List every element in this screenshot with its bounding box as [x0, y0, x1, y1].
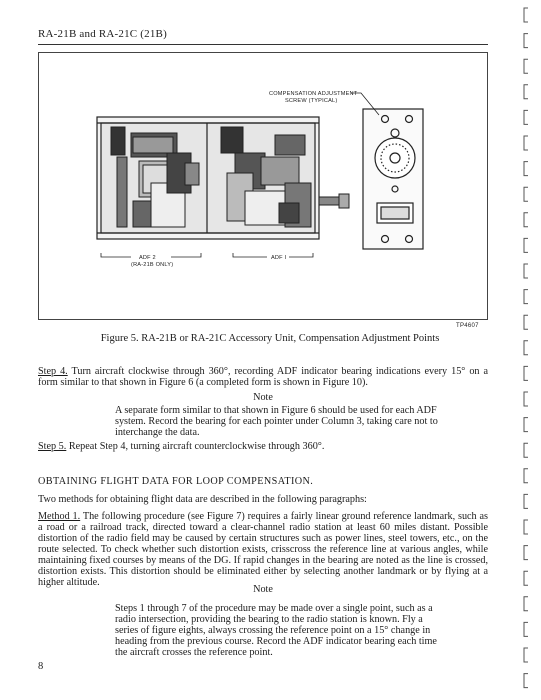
- binding-mark: [524, 85, 528, 99]
- binding-mark: [524, 315, 528, 329]
- figure-caption: Figure 5. RA-21B or RA-21C Accessory Unit, Compensation Adjustment Points: [100, 333, 440, 344]
- binding-mark: [524, 520, 528, 534]
- note-1-title: Note: [253, 392, 273, 403]
- header-rule: [38, 44, 488, 45]
- binding-mark: [524, 366, 528, 380]
- section-intro: Two methods for obtaining flight data are described in the following paragraphs:: [38, 494, 367, 505]
- binding-mark: [524, 213, 528, 227]
- running-header: RA-21B and RA-21C (21B): [38, 28, 167, 40]
- method-1-paragraph: [38, 511, 488, 588]
- binding-mark: [524, 136, 528, 150]
- binding-mark: [524, 110, 528, 124]
- binding-mark: [524, 469, 528, 483]
- binding-mark: [524, 238, 528, 252]
- binding-mark: [524, 162, 528, 176]
- adf1-callout: ADF I: [271, 255, 287, 261]
- step-4-text: Turn aircraft clockwise through 360°, recording ADF indicator bearing indications every 15° on a form similar to that shown in Figure 6 (a completed form is shown in Figure 10).: [38, 366, 488, 388]
- connector-shaft: [319, 194, 349, 208]
- step-5-text: Repeat Step 4, turning aircraft counterclockwise through 360°.: [66, 441, 325, 452]
- binding-mark: [524, 622, 528, 636]
- binding-mark: [524, 264, 528, 278]
- step-5-paragraph: [38, 441, 488, 452]
- step-4-paragraph: [38, 366, 488, 388]
- note-2-title: Note: [253, 584, 273, 595]
- page-number: 8: [38, 661, 44, 672]
- compensation-callout-line2: SCREW (TYPICAL): [285, 98, 338, 104]
- binding-mark: [524, 494, 528, 508]
- binding-mark: [524, 597, 528, 611]
- adf2-bracket-left: [101, 253, 131, 257]
- tp-number: TP4607: [456, 323, 479, 329]
- side-panel: [363, 109, 423, 249]
- binding-mark: [524, 34, 528, 48]
- binding-mark: [524, 418, 528, 432]
- method-1-label: Method 1.: [38, 511, 81, 522]
- adf2-bracket-right: [171, 253, 201, 257]
- binding-mark: [524, 674, 528, 688]
- note-1-text: A separate form similar to that shown in Figure 6 should be used for each ADF system. Record the bearing for each pointer under Column 3, taking care not to interchange the data.: [115, 405, 438, 438]
- adf2-callout-sub: (RA-21B ONLY): [131, 262, 174, 268]
- note-2-text: Steps 1 through 7 of the procedure may be made over a single point, such as a radio intersection, providing the bearing to the radio station is known. Fly a series of figure eights, always crossing the reference point on a 15° change in heading from the previous course. Record the ADF indicator bearing each time the aircraft crosses the reference point.: [115, 603, 437, 658]
- binding-mark: [524, 8, 528, 22]
- binding-mark: [524, 59, 528, 73]
- binding-mark: [524, 546, 528, 560]
- binding-mark: [524, 443, 528, 457]
- figure-5-frame: [38, 52, 488, 320]
- binding-mark: [524, 392, 528, 406]
- binding-holes: [516, 0, 541, 700]
- adf1-bracket-right: [289, 253, 313, 257]
- method-1-text: The following procedure (see Figure 7) requires a fairly linear ground reference landmark, such as a road or a railroad track, directed toward a clear-channel radio station at least 60 miles distant. Possible distortion of the radio field may be caused by certain structures such as power lines, steel towers, etc., on the route selected. To check whether such distortion exists, crisscross the reference line at various angles, while maintaining fixed courses by means of the DG. If rapid changes in the bearing are noted as the line is crossed, distortion exists. This distortion should be eliminated either by selecting another landmark or by flying at a higher altitude.: [38, 511, 488, 588]
- binding-mark: [524, 571, 528, 585]
- binding-mark: [524, 341, 528, 355]
- adf1-bracket-left: [233, 253, 267, 257]
- compensation-callout-line1: COMPENSATION ADJUSTMENT: [269, 91, 358, 97]
- binding-mark: [524, 648, 528, 662]
- accessory-unit-drawing: [39, 53, 489, 321]
- binding-mark: [524, 187, 528, 201]
- step-4-label: Step 4.: [38, 366, 68, 377]
- step-5-label: Step 5.: [38, 441, 67, 452]
- adf2-callout: ADF 2: [139, 255, 156, 261]
- binding-mark: [524, 290, 528, 304]
- section-heading: OBTAINING FLIGHT DATA FOR LOOP COMPENSATION.: [38, 476, 314, 487]
